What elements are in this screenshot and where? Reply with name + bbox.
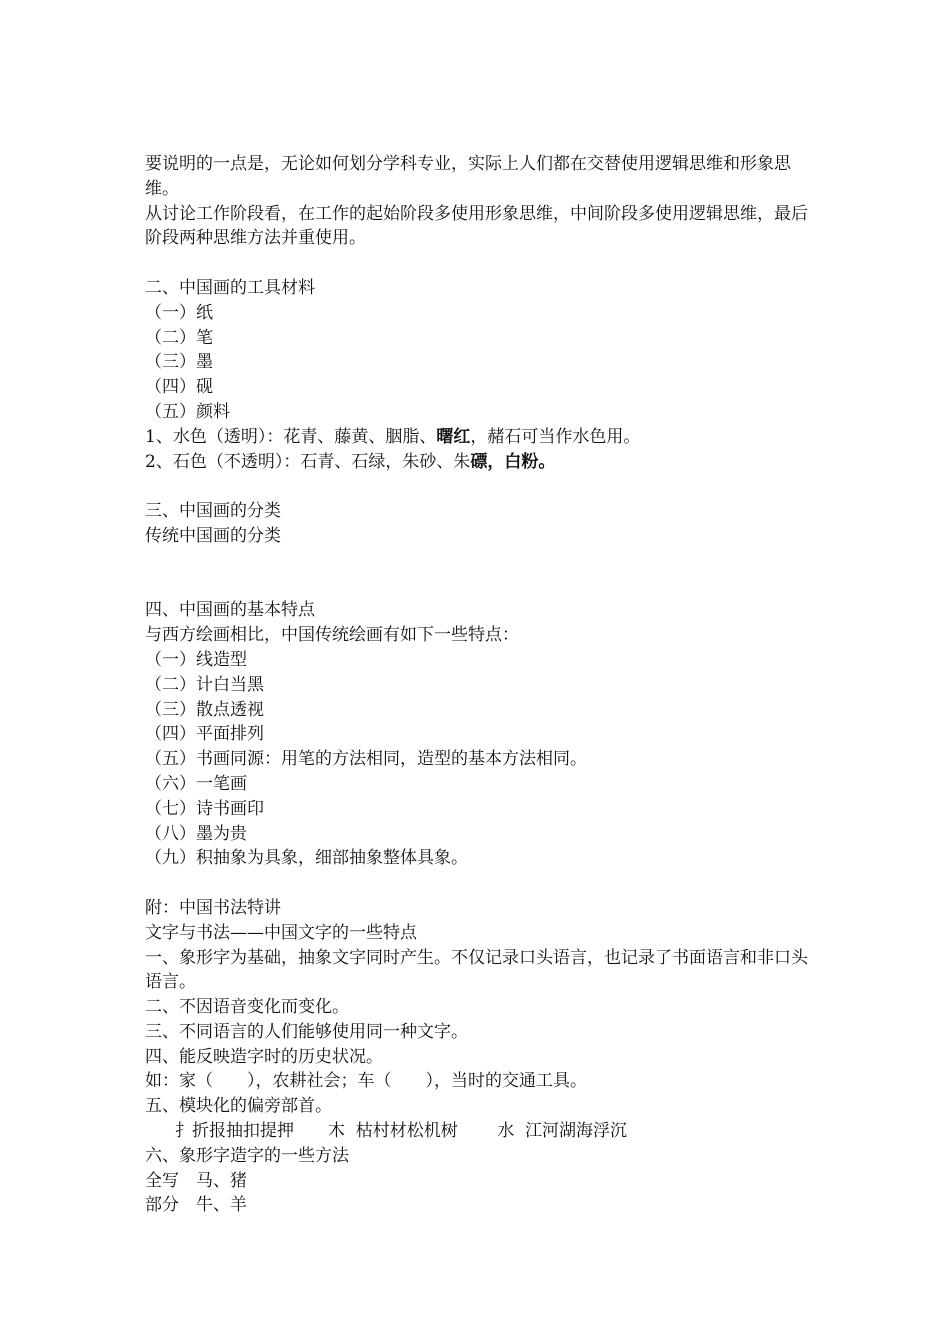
water-color-line [145,425,815,450]
feature-item: （五）书画同源：用笔的方法相同，造型的基本方法相同。 [145,749,587,770]
section-4-heading: 四、中国画的基本特点 [145,600,315,621]
water-color-emphasis: 曙红 [436,426,471,447]
tool-item: （五）颜料 [145,401,230,422]
tool-item: （二）笔 [145,327,213,348]
radicals-examples: 扌折报抽扣提押 木 枯村材松机树 水 江河湖海浮沉 [175,1121,628,1142]
intro-paragraph-2: 从讨论工作阶段看，在工作的起始阶段多使用形象思维，中间阶段多使用逻辑思维，最后阶段两种思维方法并重使用。 [145,203,808,249]
appendix-line: 四、能反映造字时的历史状况。 [145,1046,383,1067]
tool-item: （三）墨 [145,352,213,373]
feature-item: （八）墨为贵 [145,823,247,844]
intro-paragraph-1: 要说明的一点是，无论如何划分学科专业，实际上人们都在交替使用逻辑思维和形象思维。 [145,154,791,199]
stone-color-emphasis: 磦，白粉。 [470,451,556,472]
feature-item: （六）一笔画 [145,773,247,794]
spacer [145,549,815,599]
appendix-line: 一、象形字为基础，抽象文字同时产生。不仅记录口头语言，也记录了书面语言和非口头语言。 [145,947,808,993]
appendix-heading: 附：中国书法特讲 [145,897,281,918]
appendix-line: 部分 牛、羊 [145,1195,247,1216]
appendix-line: 二、不因语音变化而变化。 [145,997,349,1018]
appendix-subheading: 文字与书法——中国文字的一些特点 [145,922,417,943]
appendix-line: 三、不同语言的人们能够使用同一种文字。 [145,1021,468,1042]
section-3-heading: 三、中国画的分类 [145,501,281,522]
spacer [145,871,815,896]
appendix-line: 全写 马、猪 [145,1170,247,1191]
feature-item: （一）线造型 [145,649,247,670]
appendix-line: 六、象形字造字的一些方法 [145,1145,349,1166]
water-color-text-end: ，赭石可当作水色用。 [470,426,641,447]
appendix-line: 如：家（ ），农耕社会；车（ ），当时的交通工具。 [145,1071,587,1092]
spacer [145,474,815,499]
tool-item: （一）纸 [145,302,213,323]
feature-item: （九）积抽象为具象，细部抽象整体具象。 [145,848,468,869]
tool-item: （四）砚 [145,377,213,398]
feature-item: （二）计白当黑 [145,674,264,695]
section-3-line: 传统中国画的分类 [145,525,281,546]
feature-item: （七）诗书画印 [145,798,264,819]
water-color-text: 1、水色（透明）：花青、藤黄、胭脂、 [145,426,437,447]
document-page [145,152,815,1218]
section-2-heading: 二、中国画的工具材料 [145,277,315,298]
spacer [145,251,815,276]
stone-color-text: 2、石色（不透明）：石青、石绿，朱砂、朱 [145,451,471,472]
section-4-intro: 与西方绘画相比，中国传统绘画有如下一些特点： [145,625,519,646]
feature-item: （四）平面排列 [145,724,264,745]
stone-color-line [145,450,815,475]
appendix-line: 五、模块化的偏旁部首。 [145,1096,332,1117]
feature-item: （三）散点透视 [145,699,264,720]
